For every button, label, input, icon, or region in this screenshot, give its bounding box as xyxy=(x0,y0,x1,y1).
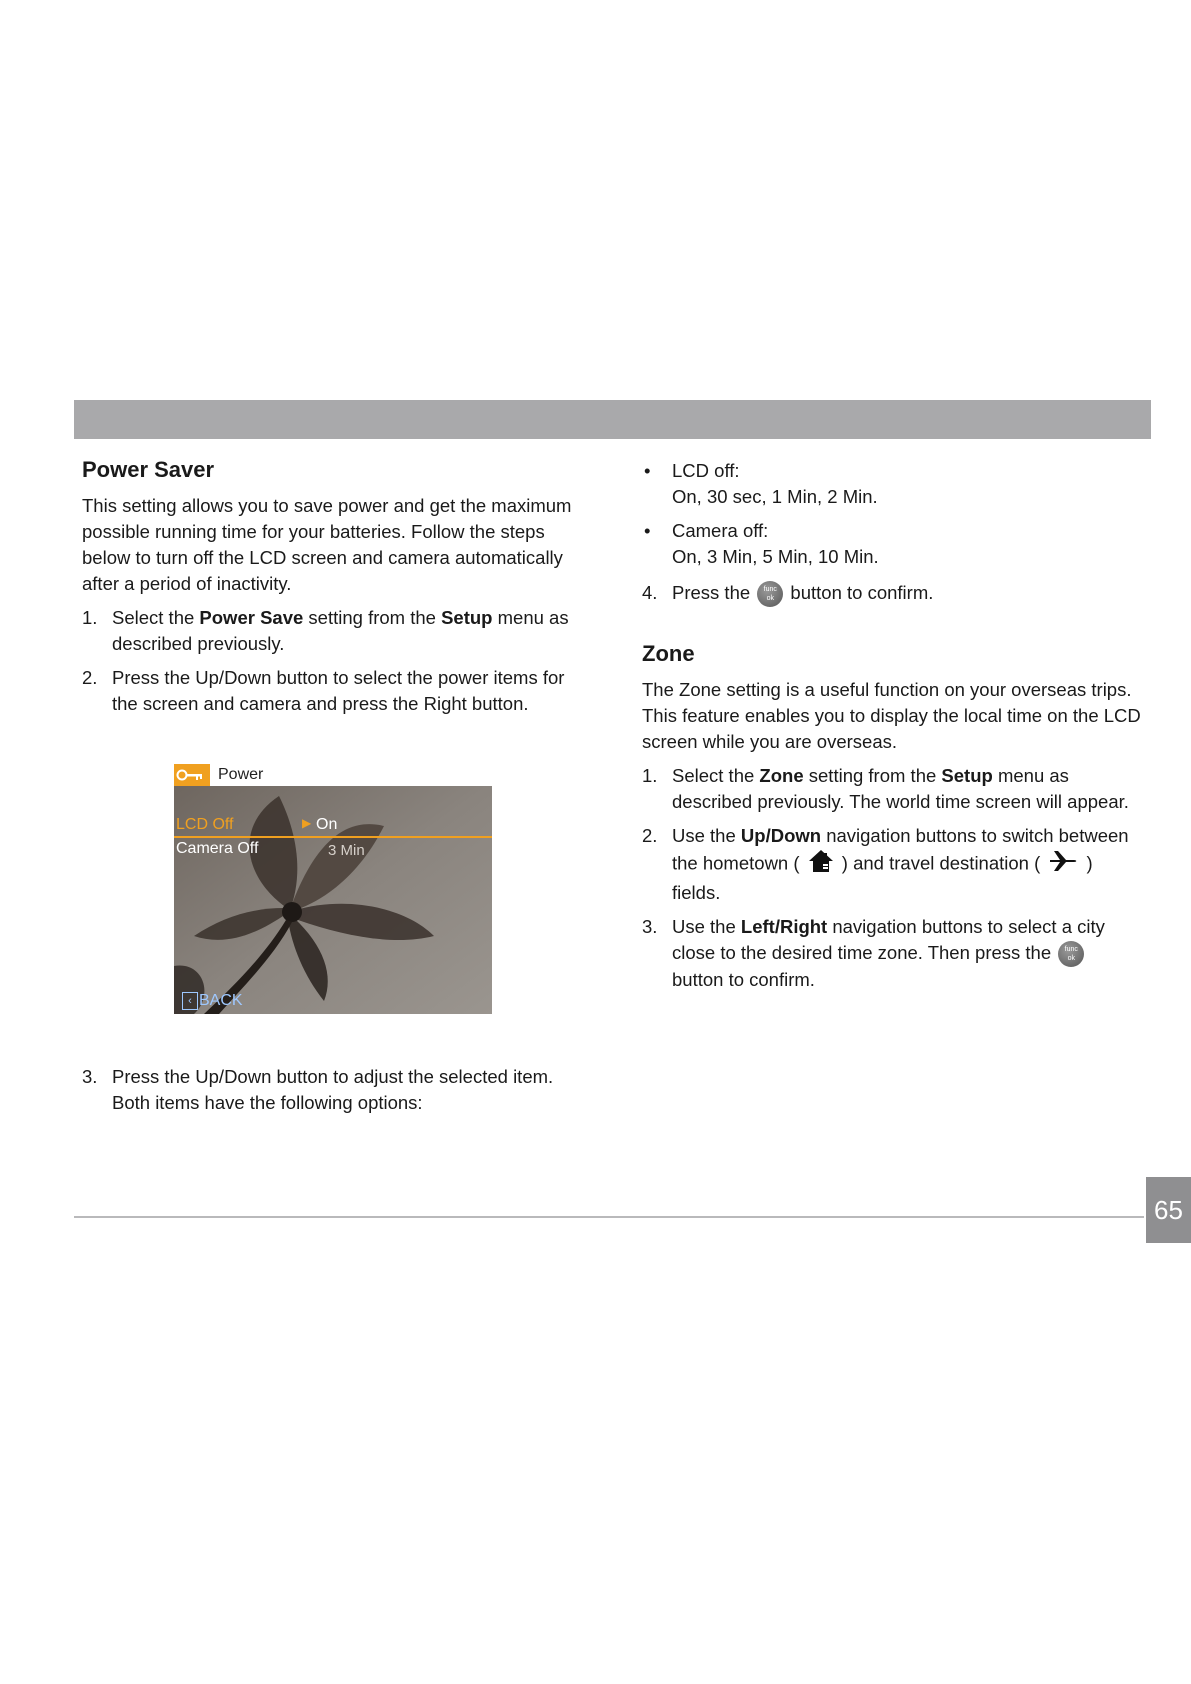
step-text: Press the Up/Down button to adjust the selected item. Both items have the following options: xyxy=(112,1066,554,1113)
step-item xyxy=(642,763,1142,815)
page-number-tab: 65 xyxy=(1146,1177,1191,1243)
left-column xyxy=(82,455,582,717)
power-options-list xyxy=(642,458,1142,570)
header-band xyxy=(74,400,1151,439)
back-text: BACK xyxy=(199,992,243,1010)
step-text: Select the xyxy=(672,765,760,787)
step-text: setting from the xyxy=(803,765,942,787)
step-text: button to confirm. xyxy=(785,582,934,603)
camera-lcd-screen xyxy=(174,786,492,1014)
func-ok-button-icon: func ok xyxy=(757,581,783,607)
step-text: menu as described previously. The world time screen will appear. xyxy=(672,765,1129,813)
power-saver-intro: This setting allows you to save power and get the maximum possible running time for your batteries. Follow the steps below to turn off the LCD screen and camera automatically after a period of inactivity. xyxy=(82,495,572,594)
step-number: 2. xyxy=(82,667,98,688)
selection-arrow-icon: ▶ xyxy=(302,816,312,830)
step-text: ) fields. xyxy=(672,852,1093,904)
step-bold-text: Zone xyxy=(759,765,804,787)
step-number: 2. xyxy=(642,825,658,847)
selection-underline xyxy=(174,836,492,838)
step-item xyxy=(82,605,582,657)
step-bold-text: Left/Right xyxy=(740,916,828,938)
step-number: 3. xyxy=(82,1066,98,1087)
step-bold-text: Setup xyxy=(941,765,993,787)
back-label xyxy=(182,992,243,1010)
option-label: Camera off: xyxy=(672,520,769,541)
right-column xyxy=(642,458,1142,993)
zone-steps xyxy=(642,763,1142,993)
power-saver-step-3 xyxy=(82,1064,582,1116)
option-bullet-camera-off xyxy=(642,518,1142,570)
func-ok-button-icon: func ok xyxy=(1058,941,1084,967)
step-text: Press the xyxy=(672,582,756,603)
step-text: Select the xyxy=(112,607,200,628)
step-number: 3. xyxy=(642,916,658,938)
step-text: ) and travel destination ( xyxy=(836,852,1046,874)
section-heading-power-saver: Power Saver xyxy=(82,457,215,482)
step-text: menu as described previously. xyxy=(112,607,569,654)
step-number: 1. xyxy=(642,765,658,787)
back-arrow-icon: ‹ xyxy=(182,992,198,1010)
menu-value-3-min: 3 Min xyxy=(328,842,365,859)
step-text: Use the xyxy=(672,825,741,847)
step-item xyxy=(642,914,1142,993)
zone-intro: The Zone setting is a useful function on your overseas trips. This feature enables you to display the local time on the LCD screen while you are overseas. xyxy=(642,679,1141,753)
step-text: button to confirm. xyxy=(672,969,815,991)
setup-key-icon xyxy=(174,764,210,786)
step-text: Press the Up/Down button to select the power items for the screen and camera and press the Right button. xyxy=(112,667,565,714)
camera-menu-header xyxy=(174,764,492,786)
menu-item-lcd-off: LCD Off xyxy=(176,816,234,833)
option-bullet-lcd-off xyxy=(642,458,1142,510)
bullet-dot: • xyxy=(644,460,651,481)
step-text: Use the xyxy=(672,916,741,938)
step-bold-text: Power Save xyxy=(199,607,304,628)
option-values: On, 30 sec, 1 Min, 2 Min. xyxy=(672,486,878,507)
step-item xyxy=(642,823,1142,906)
home-icon xyxy=(808,849,834,880)
section-heading-zone: Zone xyxy=(642,641,695,667)
option-values: On, 3 Min, 5 Min, 10 Min. xyxy=(672,546,879,567)
step-bold-text: Setup xyxy=(441,607,493,628)
camera-menu-title: Power xyxy=(218,766,264,783)
option-label: LCD off: xyxy=(672,460,740,481)
step-bold-text: Up/Down xyxy=(740,825,822,847)
step-item xyxy=(642,580,1142,607)
step-item xyxy=(82,665,582,717)
step-text: setting from the xyxy=(303,607,442,628)
menu-item-camera-off: Camera Off xyxy=(176,840,259,857)
step-text: navigation buttons to switch between the hometown ( xyxy=(672,825,1129,874)
airplane-icon xyxy=(1048,849,1078,880)
footer-rule xyxy=(74,1216,1144,1218)
step-item xyxy=(82,1064,582,1116)
step-number: 1. xyxy=(82,607,98,628)
camera-power-menu-screenshot xyxy=(174,764,492,1014)
power-saver-steps xyxy=(82,605,582,717)
bullet-dot: • xyxy=(644,520,651,541)
menu-value-on: On xyxy=(316,816,338,833)
step-text: navigation buttons to select a city close to the desired time zone. Then press the xyxy=(672,916,1105,964)
step-number: 4. xyxy=(642,582,658,603)
